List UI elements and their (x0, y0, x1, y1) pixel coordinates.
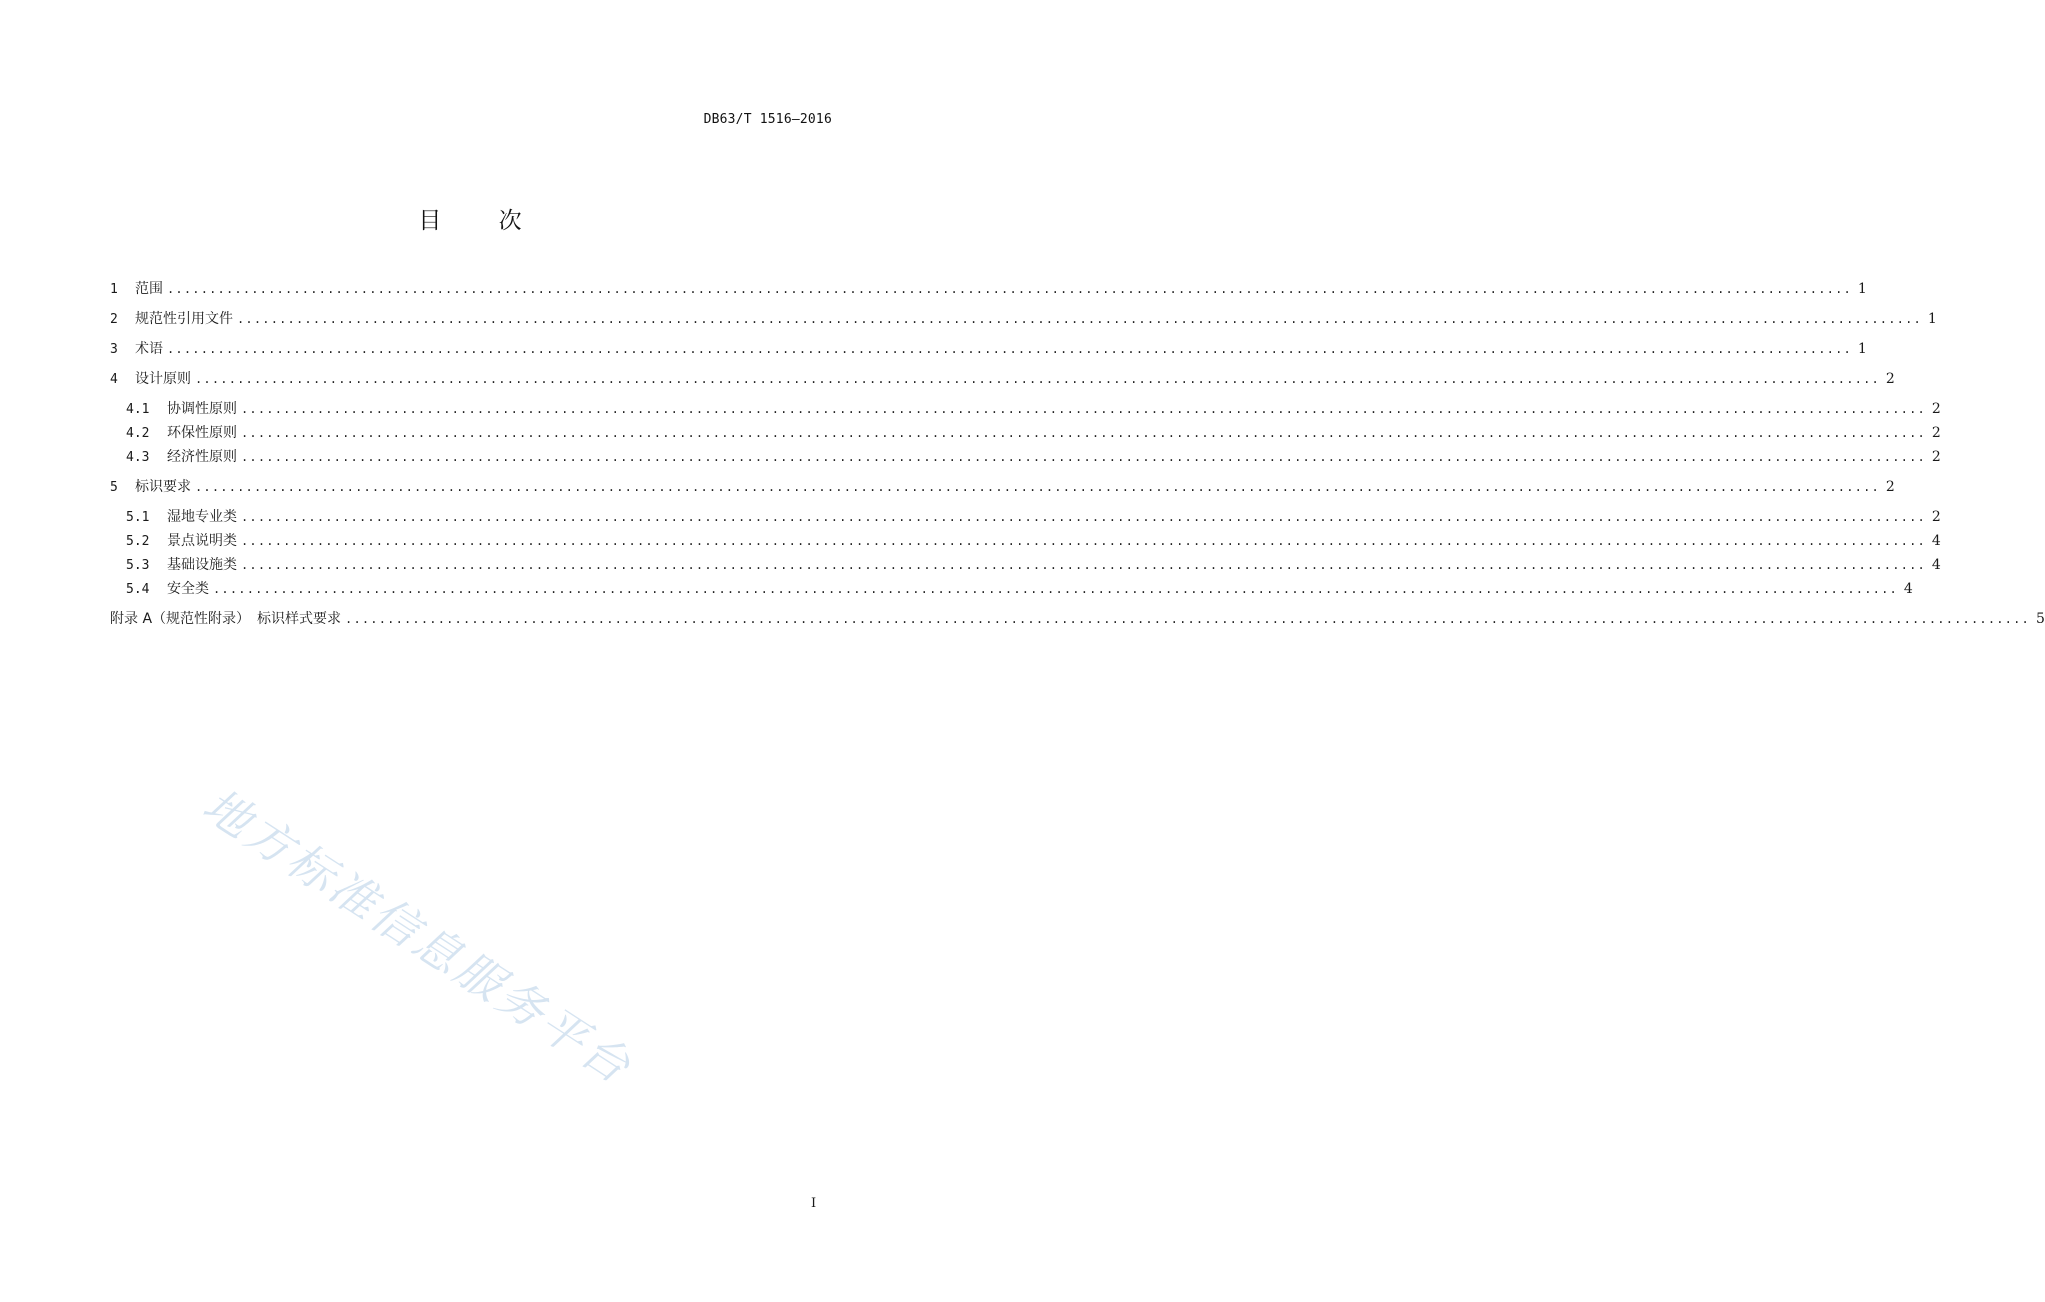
toc-label: 标识要求 (135, 479, 191, 495)
toc-row-1[interactable] (110, 279, 1867, 299)
toc-page: 2 (1885, 371, 1895, 387)
toc-leader-dots: ........................................................................................................................................................................................................ (237, 312, 1922, 326)
toc-page: 2 (1885, 479, 1895, 495)
toc-label: 范围 (135, 281, 163, 297)
toc-row-4-2[interactable] (126, 423, 1941, 443)
toc-label: 设计原则 (135, 371, 191, 387)
toc-leader-dots: ........................................................................................................................................................................................................ (167, 282, 1852, 296)
toc-row-5-3[interactable] (126, 555, 1941, 575)
toc-leader-dots: ........................................................................................................................................................................................................ (167, 342, 1852, 356)
toc-row-4-1[interactable] (126, 399, 1941, 419)
toc-num: 5.2 (126, 534, 150, 549)
toc-leader-dots: ........................................................................................................................................................................................................ (241, 510, 1926, 524)
toc-page: 4 (1903, 581, 1913, 597)
toc-label: 湿地专业类 (167, 509, 237, 525)
toc-page: 4 (1931, 557, 1941, 573)
toc-leader-dots: ........................................................................................................................................................................................................ (241, 534, 1926, 548)
toc-label: 规范性引用文件 (135, 311, 233, 327)
toc-label: 术语 (135, 341, 163, 357)
toc-row-5[interactable] (110, 477, 1895, 497)
toc-num: 5 (110, 480, 118, 495)
toc-leader-dots: ........................................................................................................................................................................................................ (241, 402, 1926, 416)
toc-page: 1 (1927, 311, 1937, 327)
toc-page: 2 (1931, 425, 1941, 441)
toc-label: 景点说明类 (167, 533, 237, 549)
toc-num: 4 (110, 372, 118, 387)
toc-title-part1: 目 (418, 208, 442, 234)
toc-page: 2 (1931, 449, 1941, 465)
toc-row-5-4[interactable] (126, 579, 1913, 599)
toc-leader-dots: ........................................................................................................................................................................................................ (241, 426, 1926, 440)
toc-page: 2 (1931, 509, 1941, 525)
toc-title-part2: 次 (498, 208, 522, 234)
toc-label: 经济性原则 (167, 449, 237, 465)
toc-num: 4.2 (126, 426, 150, 441)
toc-label: 安全类 (167, 581, 209, 597)
toc-leader-dots: ........................................................................................................................................................................................................ (241, 450, 1926, 464)
watermark: 地方标准信息服务平台 (193, 777, 643, 1096)
toc-row-3[interactable] (110, 339, 1867, 359)
toc-num: 5.1 (126, 510, 150, 525)
toc-page: 5 (2035, 611, 2045, 627)
toc-num: 3 (110, 342, 118, 357)
toc-page: 1 (1857, 341, 1867, 357)
toc-row-5-1[interactable] (126, 507, 1941, 527)
toc-num: 5.3 (126, 558, 150, 573)
toc-row-4[interactable] (110, 369, 1895, 389)
toc-num: 4.1 (126, 402, 150, 417)
doc-code: DB63/T 1516—2016 (703, 112, 832, 127)
toc-label: 环保性原则 (167, 425, 237, 441)
toc-leader-dots: ........................................................................................................................................................................................................ (241, 558, 1926, 572)
page-number: I (811, 1196, 817, 1211)
toc-leader-dots: ........................................................................................................................................................................................................ (345, 612, 2030, 626)
toc-num: 1 (110, 282, 118, 297)
toc-num: 5.4 (126, 582, 150, 597)
toc-leader-dots: ........................................................................................................................................................................................................ (213, 582, 1898, 596)
toc-title (0, 202, 940, 235)
toc-label: 基础设施类 (167, 557, 237, 573)
toc-page: 1 (1857, 281, 1867, 297)
toc-num: 4.3 (126, 450, 150, 465)
toc-row-appendix-a[interactable] (110, 609, 2045, 629)
toc-label: 协调性原则 (167, 401, 237, 417)
toc-leader-dots: ........................................................................................................................................................................................................ (195, 372, 1880, 386)
toc-row-2[interactable] (110, 309, 1937, 329)
toc-leader-dots: ........................................................................................................................................................................................................ (195, 480, 1880, 494)
toc-num: 2 (110, 312, 118, 327)
toc-page: 4 (1931, 533, 1941, 549)
toc-label: 附录 A（规范性附录） 标识样式要求 (110, 611, 342, 627)
toc-page: 2 (1931, 401, 1941, 417)
toc-row-5-2[interactable] (126, 531, 1941, 551)
toc-row-4-3[interactable] (126, 447, 1941, 467)
